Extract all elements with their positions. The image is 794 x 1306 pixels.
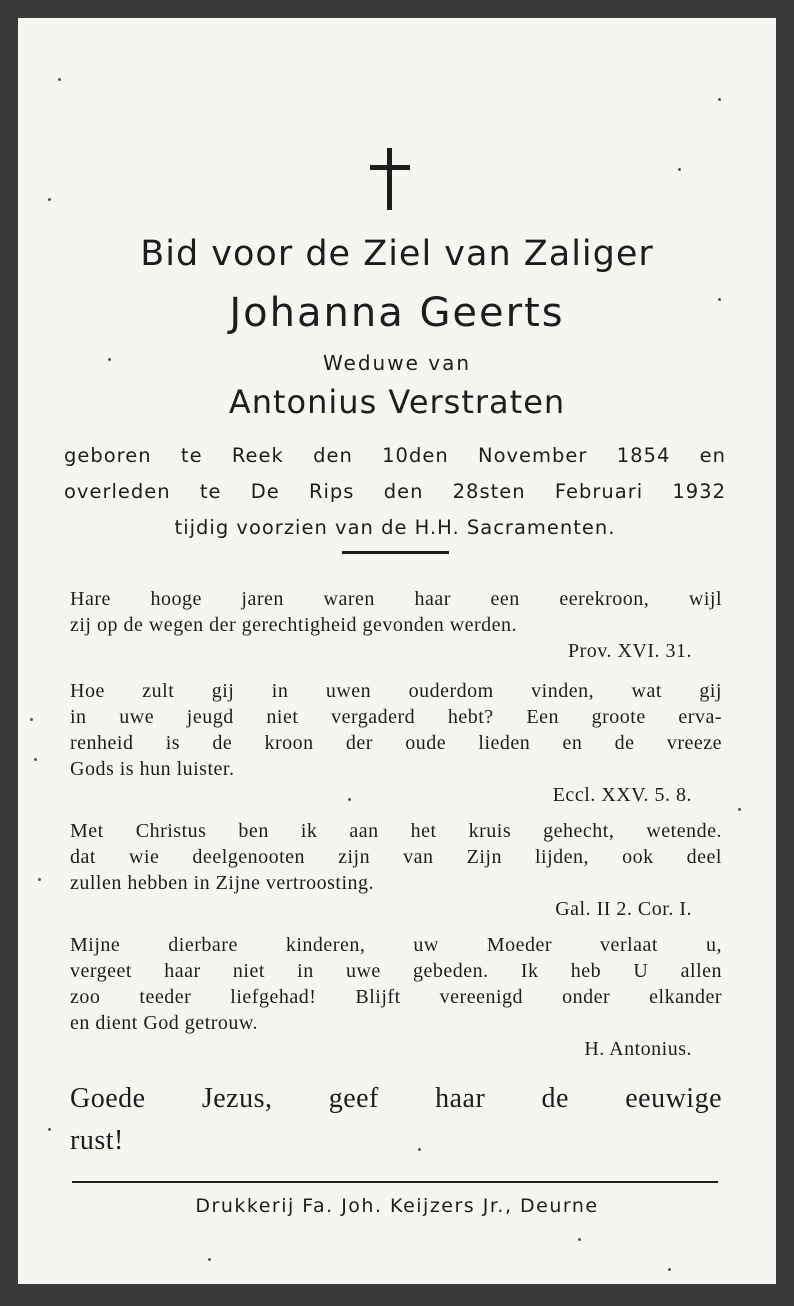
verse-line: zullen hebben in Zijne vertroosting. <box>70 872 375 894</box>
verse-line: dat wie deelgenooten zijn van Zijn lijden, ook deel <box>70 846 722 868</box>
closing-prayer <box>70 1078 722 1162</box>
verse-line: zij op de wegen der gerechtigheid gevonden werden. <box>70 614 518 636</box>
verse-line: Hare hooge jaren waren haar een eerekroon, wijl <box>70 588 722 610</box>
verse-line: in uwe jeugd niet vergaderd hebt? Een groote erva- <box>70 706 722 728</box>
verse-line: Hoe zult gij in uwen ouderdom vinden, wat gij <box>70 680 722 702</box>
verse-line: Met Christus ben ik aan het kruis gehecht, wetende. <box>70 820 722 842</box>
deceased-name: Johanna Geerts <box>229 290 565 336</box>
sacraments-line: tijdig voorzien van de H.H. Sacramenten. <box>174 516 616 539</box>
verse-ecclesiasticus <box>70 678 722 808</box>
latin-cross-icon <box>368 148 412 210</box>
prayer-line: Goede Jezus, geef haar de eeuwige <box>70 1083 722 1114</box>
verse-line: zoo teeder liefgehad! Blijft vereenigd onder elkander <box>70 986 722 1008</box>
verse-line: renheid is de kroon der oude lieden en de vreeze <box>70 732 722 754</box>
verse-line: en dient God getrouw. <box>70 1012 259 1034</box>
divider <box>342 551 449 554</box>
verse-line: Gods is hun luister. <box>70 758 235 780</box>
card-title: Bid voor de Ziel van Zaliger <box>140 234 654 274</box>
death-line: overleden te De Rips den 28sten Februari 1932 <box>64 480 726 503</box>
verse-source: Prov. XVI. 31. <box>567 640 692 662</box>
printer-credit: Drukkerij Fa. Joh. Keijzers Jr., Deurne <box>195 1195 599 1217</box>
spouse-name: Antonius Verstraten <box>228 383 566 421</box>
verse-line: Mijne dierbare kinderen, uw Moeder verlaat u, <box>70 934 722 956</box>
verse-line: vergeet haar niet in uwe gebeden. Ik heb U allen <box>70 960 722 982</box>
footer-rule <box>72 1181 718 1183</box>
relation-label: Weduwe van <box>322 351 472 375</box>
verse-proverbs <box>70 586 722 664</box>
verse-source: H. Antonius. <box>584 1038 692 1060</box>
verse-source: Gal. II 2. Cor. I. <box>555 898 692 920</box>
verse-source: Eccl. XXV. 5. 8. <box>552 784 692 806</box>
memorial-card <box>18 18 776 1284</box>
prayer-line: rust! <box>70 1125 124 1156</box>
verse-antonius <box>70 932 722 1062</box>
birth-line: geboren te Reek den 10den November 1854 en <box>64 444 726 467</box>
verse-galatians <box>70 818 722 922</box>
